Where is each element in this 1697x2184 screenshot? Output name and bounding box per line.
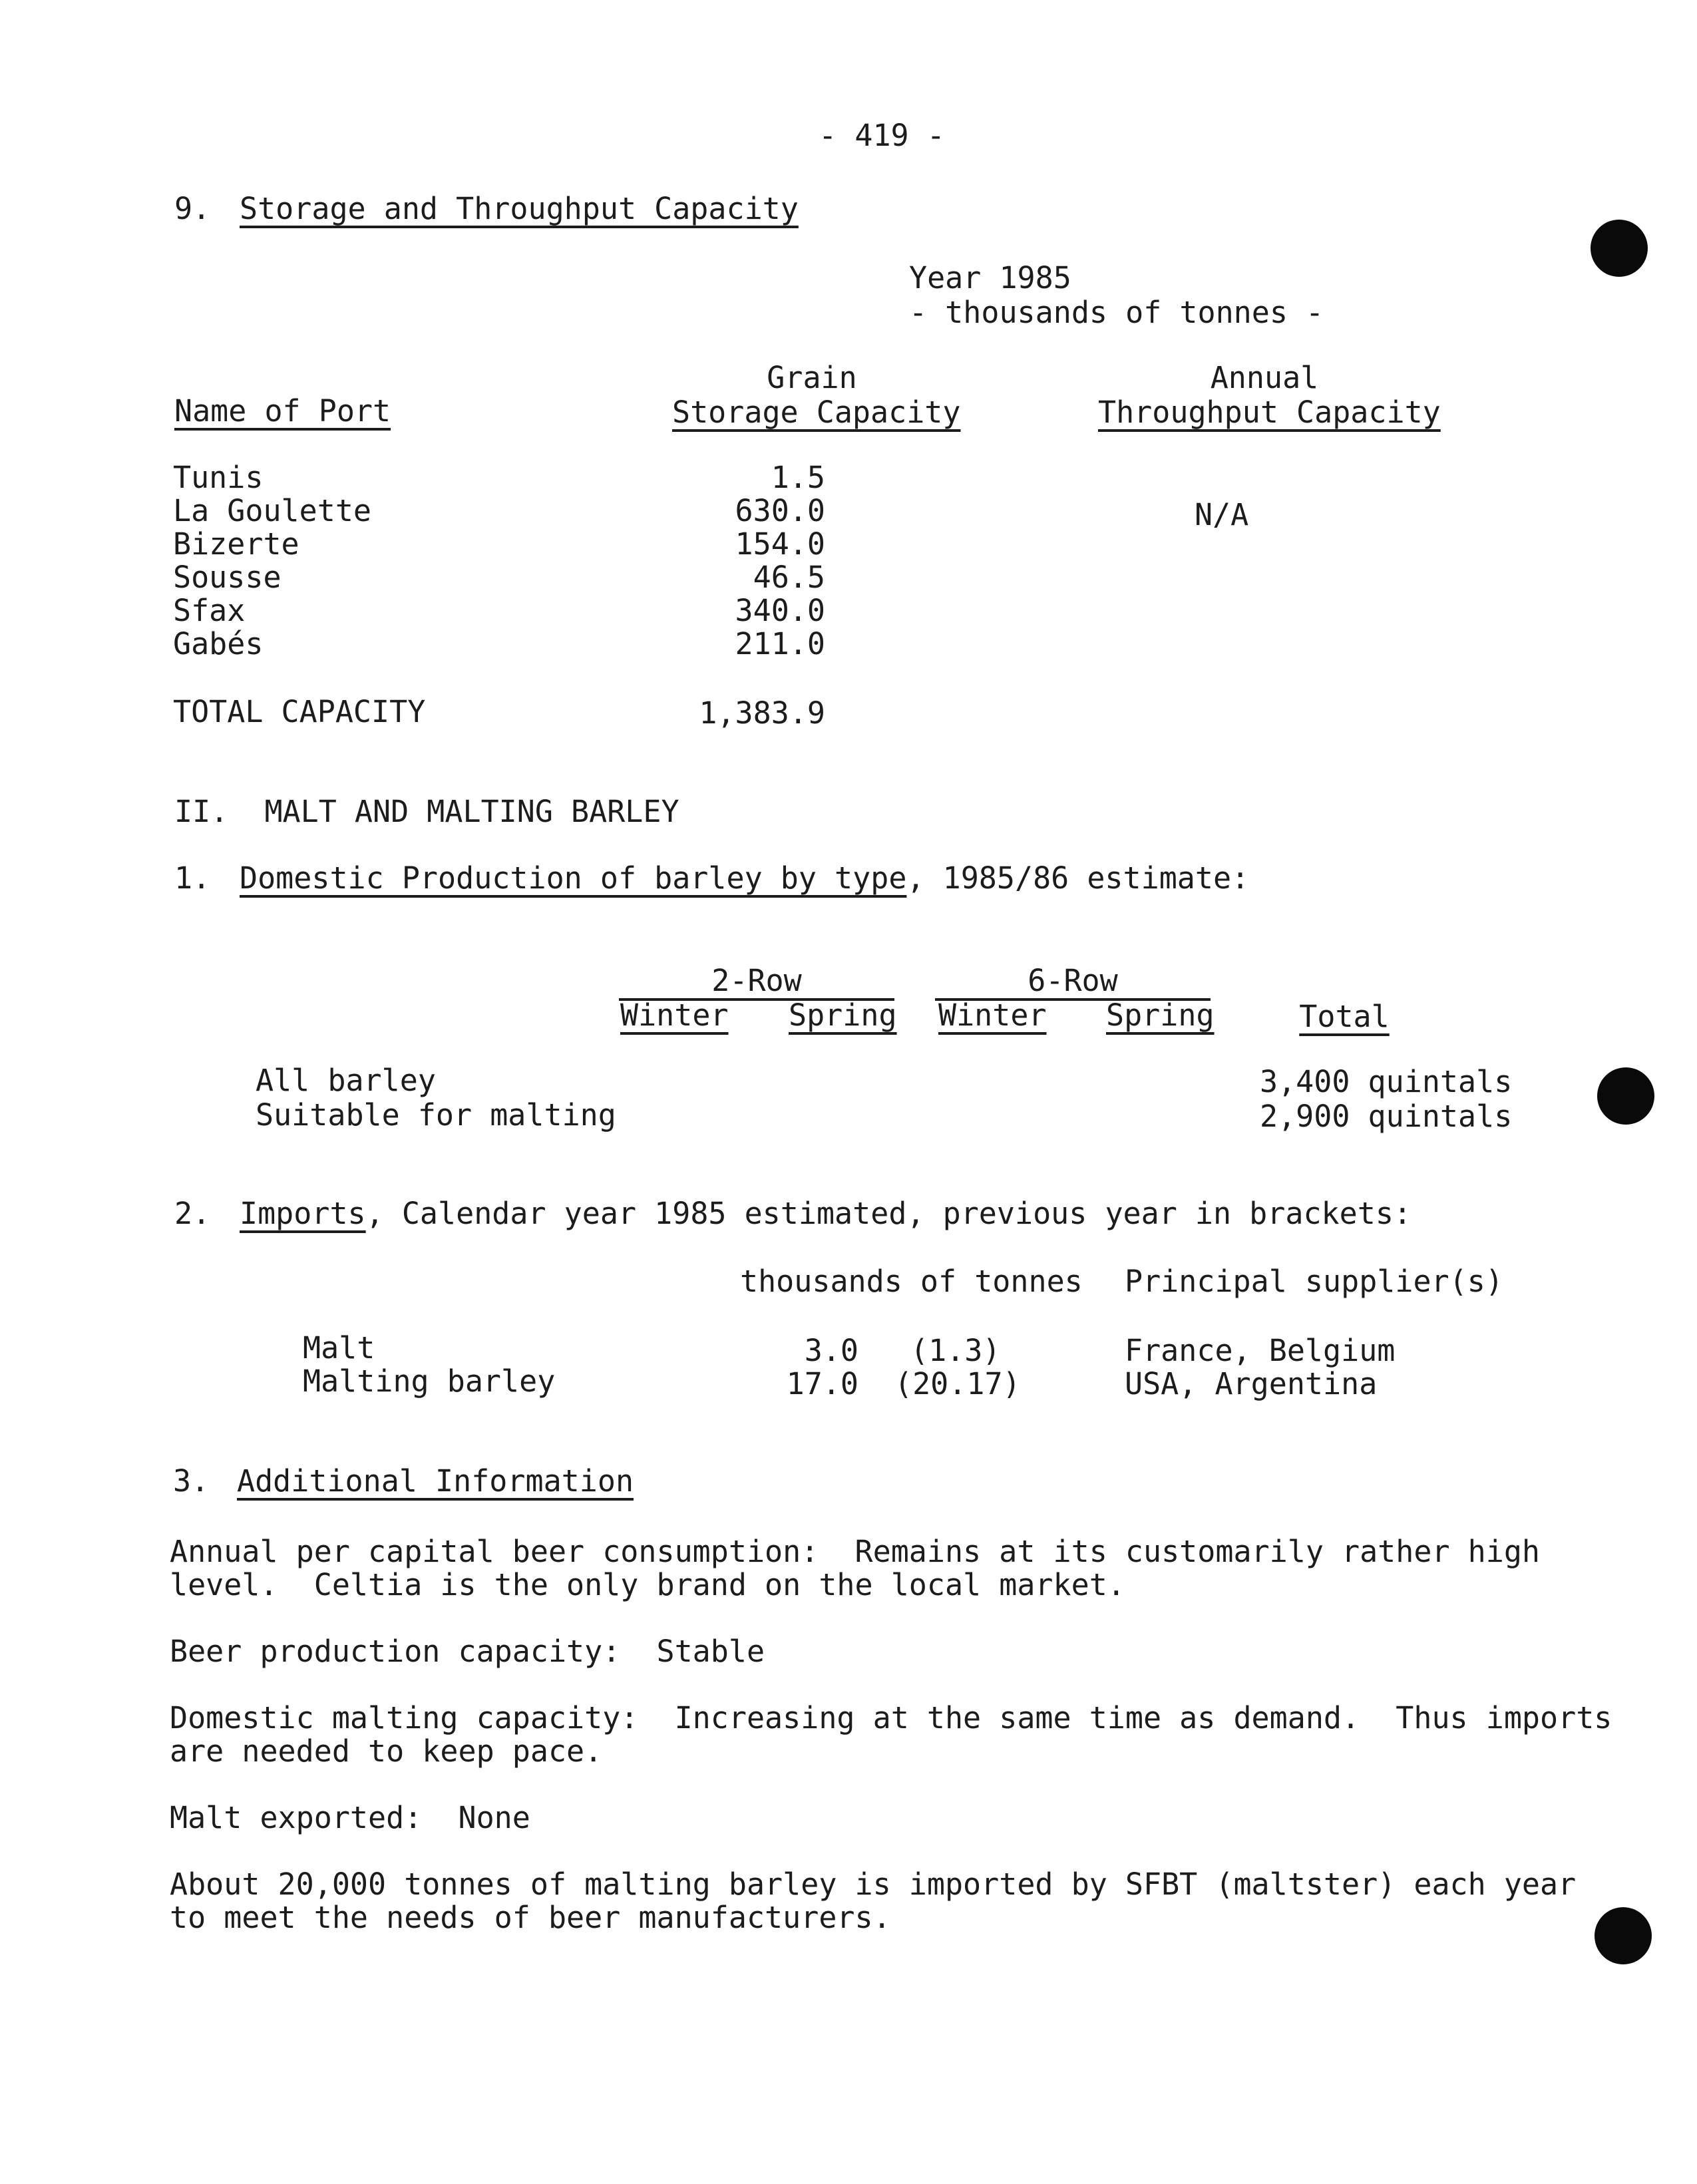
barley-import-note-line1: About 20,000 tonnes of malting barley is imported by SFBT (maltster) each year	[170, 1867, 1577, 1902]
column-annual-line1: Annual	[1210, 360, 1319, 395]
imports-row-previous: (1.3)	[910, 1333, 1001, 1368]
column-annual-line2: Throughput Capacity	[1098, 395, 1441, 430]
additional-number: 3.	[173, 1463, 210, 1499]
production-heading: Domestic Production of barley by type	[240, 860, 907, 896]
port-capacity: 630.0	[735, 493, 825, 528]
column-6row-spring: Spring	[1106, 998, 1215, 1033]
section-heading-malt: II. MALT AND MALTING BARLEY	[174, 794, 679, 829]
production-heading-suffix: , 1985/86 estimate:	[906, 860, 1250, 896]
imports-row-supplier: France, Belgium	[1125, 1333, 1396, 1368]
storage-heading-number: 9.	[174, 191, 211, 226]
malting-capacity-line1: Domestic malting capacity: Increasing at the same time as demand. Thus imports	[170, 1700, 1612, 1735]
imports-number: 2.	[174, 1196, 211, 1231]
column-port-name: Name of Port	[174, 393, 391, 429]
beer-production-capacity: Beer production capacity: Stable	[170, 1634, 765, 1669]
production-row-total: 3,400 quintals	[1260, 1064, 1513, 1099]
punch-hole-top	[1591, 220, 1648, 277]
port-name: Gabés	[173, 626, 264, 661]
storage-unit: - thousands of tonnes -	[909, 295, 1324, 330]
port-name: Bizerte	[173, 526, 299, 562]
column-total: Total	[1299, 999, 1390, 1034]
production-row-label: Suitable for malting	[256, 1097, 616, 1133]
malting-capacity-line2: are needed to keep pace.	[170, 1733, 603, 1769]
column-grain-line2: Storage Capacity	[672, 395, 961, 430]
imports-row-previous: (20.17)	[894, 1366, 1021, 1401]
group-2-row: 2-Row	[711, 963, 802, 998]
port-capacity: 154.0	[735, 526, 825, 562]
port-capacity: 1.5	[771, 460, 825, 495]
port-capacity: 211.0	[735, 626, 825, 661]
imports-row-value: 17.0	[786, 1366, 858, 1401]
port-name: Tunis	[173, 460, 264, 495]
punch-hole-middle	[1597, 1067, 1654, 1125]
production-row-total: 2,900 quintals	[1260, 1099, 1513, 1134]
group-6-row: 6-Row	[1028, 963, 1118, 998]
storage-heading: Storage and Throughput Capacity	[240, 191, 799, 226]
port-name: La Goulette	[173, 493, 372, 528]
beer-consumption-line2: level. Celtia is the only brand on the local market.	[170, 1567, 1125, 1602]
port-name: Sfax	[173, 593, 246, 628]
imports-row-supplier: USA, Argentina	[1125, 1366, 1378, 1401]
total-capacity-label: TOTAL CAPACITY	[173, 694, 426, 729]
imports-heading: Imports	[240, 1196, 366, 1231]
throughput-value: N/A	[1195, 497, 1249, 532]
imports-row-label: Malting barley	[303, 1364, 556, 1399]
total-capacity-value: 1,383.9	[699, 695, 825, 731]
port-capacity: 340.0	[735, 593, 825, 628]
imports-column-quantity: thousands of tonnes	[740, 1264, 1083, 1299]
storage-year: Year 1985	[909, 260, 1071, 295]
imports-column-supplier: Principal supplier(s)	[1125, 1264, 1503, 1299]
beer-consumption-line1: Annual per capital beer consumption: Remains at its customarily rather high	[170, 1534, 1541, 1569]
production-row-label: All barley	[256, 1063, 436, 1098]
production-heading-line	[240, 861, 1249, 896]
production-number: 1.	[174, 860, 211, 896]
barley-import-note-line2: to meet the needs of beer manufacturers.	[170, 1900, 891, 1935]
column-grain-line1: Grain	[767, 360, 857, 395]
page-number: - 419 -	[819, 118, 945, 153]
column-2row-winter: Winter	[620, 998, 729, 1033]
imports-row-value: 3.0	[804, 1333, 858, 1368]
additional-heading: Additional Information	[237, 1463, 634, 1499]
column-2row-spring: Spring	[789, 998, 897, 1033]
imports-heading-suffix: , Calendar year 1985 estimated, previous year in brackets:	[365, 1196, 1412, 1231]
column-6row-winter: Winter	[938, 998, 1047, 1033]
port-name: Sousse	[173, 560, 282, 595]
punch-hole-bottom	[1595, 1907, 1652, 1964]
imports-heading-line	[240, 1196, 1412, 1231]
malt-exported: Malt exported: None	[170, 1800, 530, 1835]
port-capacity: 46.5	[753, 560, 825, 595]
imports-row-label: Malt	[303, 1330, 375, 1365]
